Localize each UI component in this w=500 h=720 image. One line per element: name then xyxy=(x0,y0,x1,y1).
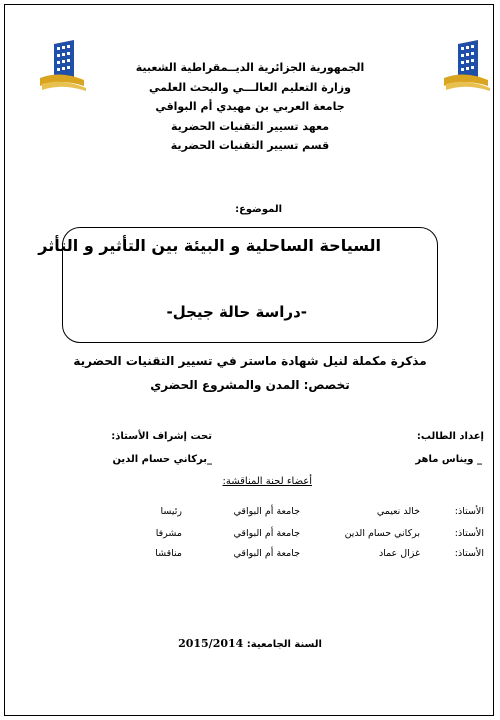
header-line-republic: الجمهورية الجزائرية الديــمقراطية الشعبية xyxy=(135,61,365,74)
member-prefix: الأستاذ: xyxy=(454,506,484,517)
member-role: مشرفا xyxy=(155,528,182,539)
committee-member-row xyxy=(0,548,500,564)
topic-box xyxy=(38,227,438,343)
academic-year-label: السنة الجامعية: xyxy=(246,639,322,650)
member-prefix: الأستاذ: xyxy=(454,528,484,539)
committee-member-row xyxy=(0,506,500,522)
member-university: جامعة أم البواقي xyxy=(233,528,300,539)
committee-member-row xyxy=(0,528,500,544)
supervisor-label: تحت إشراف الأستاذ: xyxy=(111,431,212,442)
academic-year xyxy=(0,637,500,650)
topic-title: السياحة الساحلية و البيئة بين التأثير و التأثر xyxy=(38,236,381,255)
academic-year-value: 2015/2014 xyxy=(178,637,244,650)
header-line-institute: معهد تسيير التقنيات الحضرية xyxy=(170,119,330,133)
university-logo-left xyxy=(36,40,92,92)
specialization: تخصص: المدن والمشروع الحضري xyxy=(150,378,350,392)
member-role: رئيسا xyxy=(160,506,182,517)
member-university: جامعة أم البواقي xyxy=(233,506,300,517)
member-name: خالد نعيمي xyxy=(376,506,420,517)
member-prefix: الأستاذ: xyxy=(454,548,484,559)
header-line-university: جامعة العربي بن مهيدي أم البواقي xyxy=(155,100,345,113)
member-university: جامعة أم البواقي xyxy=(233,548,300,559)
supervisor-name: _بركاني حسام الدين xyxy=(112,454,212,465)
member-name: بركاني حسام الدين xyxy=(344,528,420,539)
institution-header xyxy=(100,58,400,156)
subject-label: الموضوع: xyxy=(235,204,282,215)
student-name: _ ويناس ماهر xyxy=(415,454,482,465)
topic-subtitle: -دراسة حالة جيجل- xyxy=(166,303,307,321)
member-name: غزال عماد xyxy=(378,548,420,559)
header-line-ministry: وزارة التعليم العالـــي والبحث العلمي xyxy=(149,80,351,94)
member-role: مناقشا xyxy=(155,548,182,559)
university-logo-right xyxy=(440,40,496,92)
header-line-department: قسم تسيير التقنيات الحضرية xyxy=(170,139,330,152)
committee-title: أعضاء لجنة المناقشة: xyxy=(222,476,312,487)
thesis-statement: مذكرة مكملة لنيل شهادة ماستر في تسيير التقنيات الحضرية xyxy=(73,354,427,368)
student-label: إعداد الطالب: xyxy=(416,431,484,442)
